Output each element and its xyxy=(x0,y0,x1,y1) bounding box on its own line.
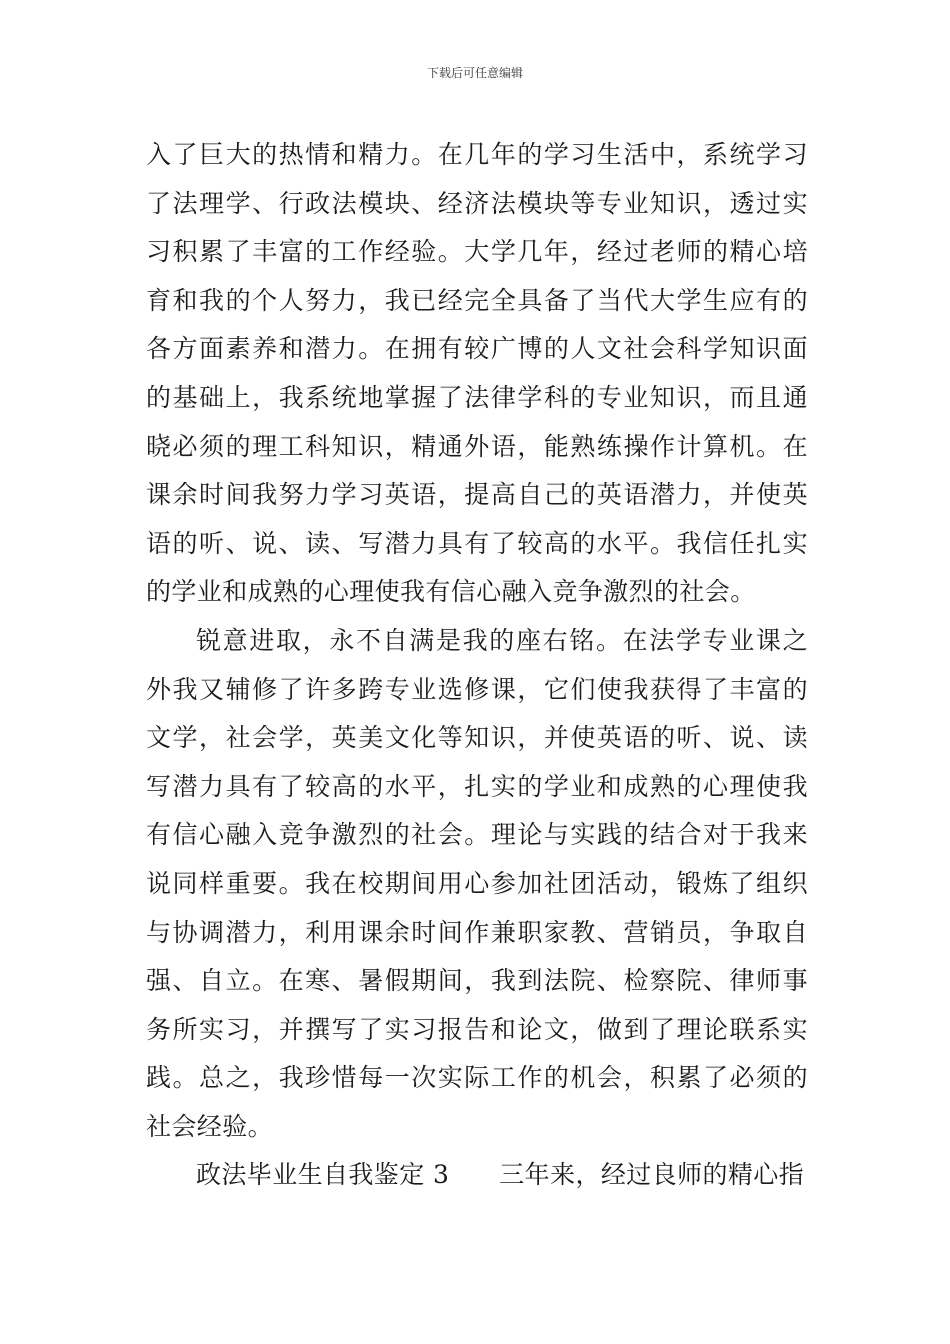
document-body xyxy=(146,131,808,1200)
text-line: 各方面素养和潜力。在拥有较广博的人文社会科学知识面 xyxy=(146,334,808,364)
page-header: 下载后可任意编辑 xyxy=(426,66,523,80)
text-line: 入了巨大的热情和精力。在几年的学习生活中，系统学习 xyxy=(146,140,808,169)
text-line: 外我又辅修了许多跨专业选修课，它们使我获得了丰富的 xyxy=(146,674,808,704)
section-3-heading: 政法毕业生自我鉴定 3 xyxy=(196,1160,450,1190)
section-3-line xyxy=(146,1151,808,1200)
text-line: 强、自立。在寒、暑假期间，我到法院、检察院、律师事 xyxy=(146,966,808,996)
section-3-text: 三年来，经过良师的精心指 xyxy=(499,1160,805,1190)
text-line: 的基础上，我系统地掌握了法律学科的专业知识，而且通 xyxy=(146,382,808,412)
text-line: 晓必须的理工科知识，精通外语，能熟练操作计算机。在 xyxy=(146,431,808,461)
text-line: 育和我的个人努力，我已经完全具备了当代大学生应有的 xyxy=(146,285,808,315)
text-line: 习积累了丰富的工作经验。大学几年，经过老师的精心培 xyxy=(146,237,808,267)
paragraph-1 xyxy=(146,131,808,617)
text-line: 说同样重要。我在校期间用心参加社团活动，锻炼了组织 xyxy=(146,868,808,898)
text-line: 课余时间我努力学习英语，提高自己的英语潜力，并使英 xyxy=(146,480,808,510)
text-line: 的学业和成熟的心理使我有信心融入竞争激烈的社会。 xyxy=(146,577,756,607)
text-line: 践。总之，我珍惜每一次实际工作的机会，积累了必须的 xyxy=(146,1063,808,1093)
text-line: 文学，社会学，英美文化等知识，并使英语的听、说、读 xyxy=(146,723,808,753)
text-line: 了法理学、行政法模块、经济法模块等专业知识，透过实 xyxy=(146,188,808,218)
text-line: 有信心融入竞争激烈的社会。理论与实践的结合对于我来 xyxy=(146,820,808,850)
text-line: 语的听、说、读、写潜力具有了较高的水平。我信任扎实 xyxy=(146,528,808,558)
text-line: 锐意进取，永不自满是我的座右铭。在法学专业课之 xyxy=(196,625,808,655)
paragraph-2 xyxy=(146,617,808,1152)
text-line: 写潜力具有了较高的水平，扎实的学业和成熟的心理使我 xyxy=(146,771,808,801)
text-line: 务所实习，并撰写了实习报告和论文，做到了理论联系实 xyxy=(146,1014,808,1044)
text-line: 社会经验。 xyxy=(146,1111,274,1141)
text-line: 与协调潜力，利用课余时间作兼职家教、营销员，争取自 xyxy=(146,917,808,947)
